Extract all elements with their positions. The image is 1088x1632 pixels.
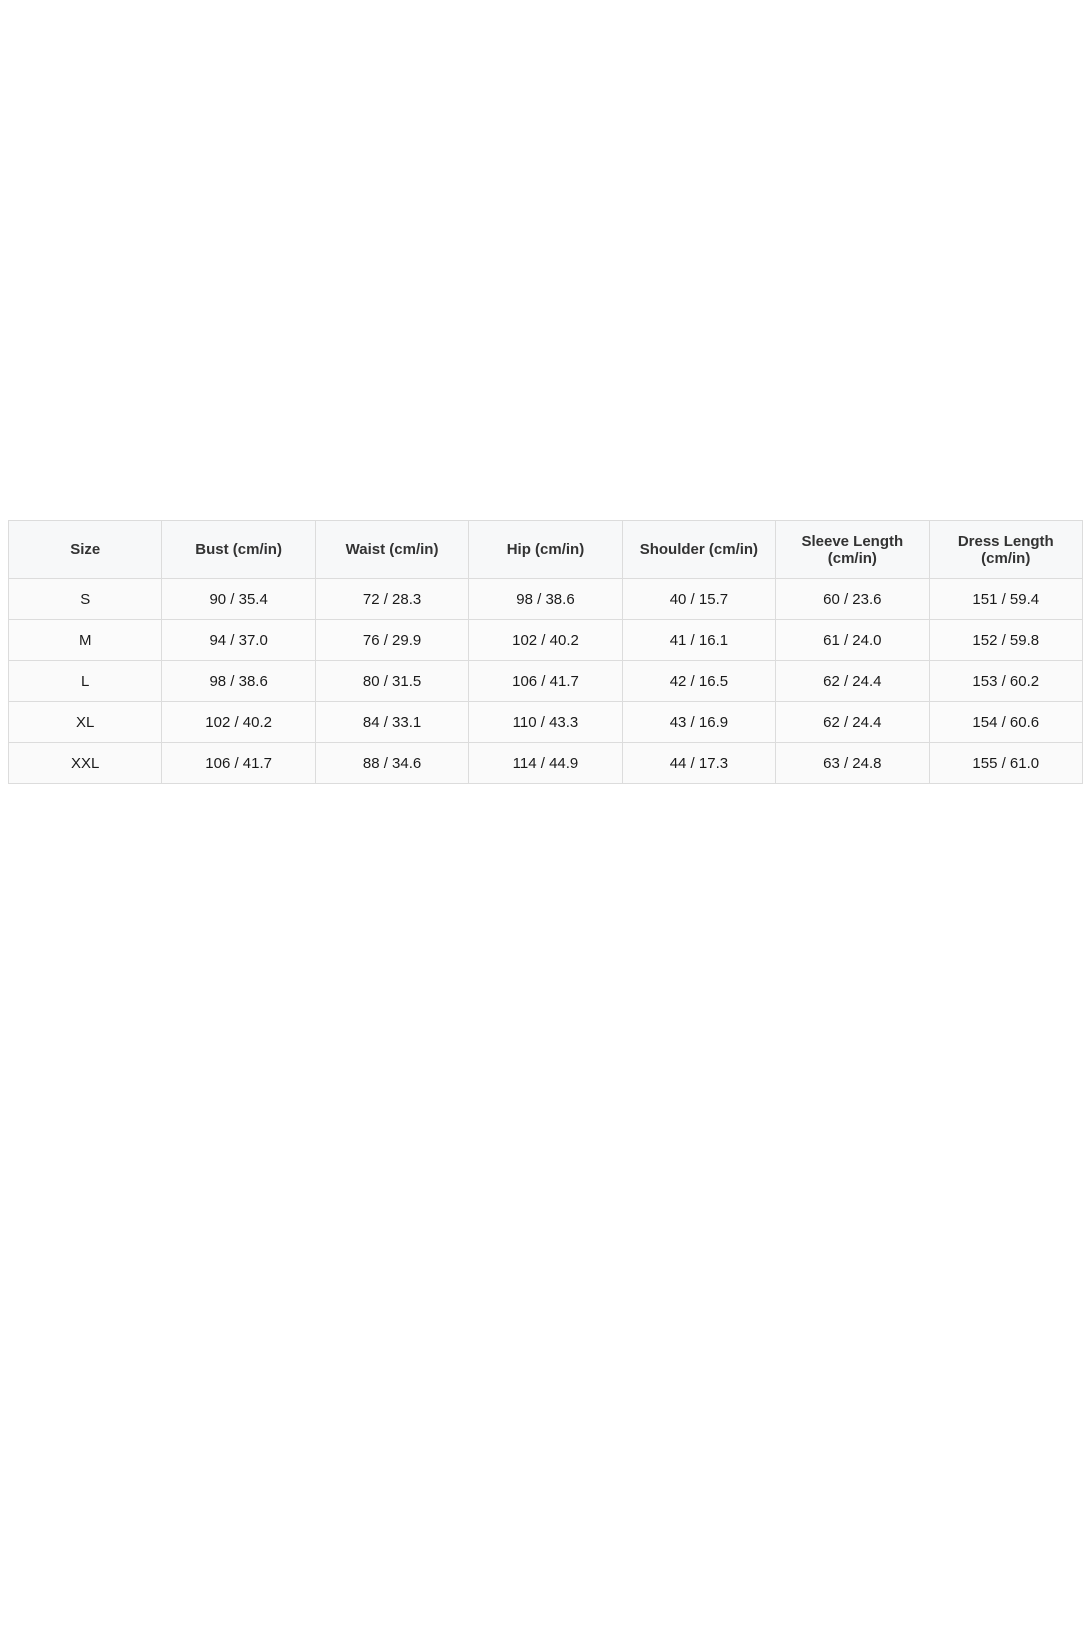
- cell-waist: 72 / 28.3: [315, 579, 468, 620]
- cell-size: L: [9, 661, 162, 702]
- cell-dress-length: 155 / 61.0: [929, 743, 1082, 784]
- cell-dress-length: 152 / 59.8: [929, 620, 1082, 661]
- header-sleeve-length: Sleeve Length (cm/in): [776, 521, 929, 579]
- header-bust: Bust (cm/in): [162, 521, 315, 579]
- table-row: [9, 743, 1083, 784]
- header-shoulder: Shoulder (cm/in): [622, 521, 775, 579]
- cell-shoulder: 42 / 16.5: [622, 661, 775, 702]
- cell-shoulder: 41 / 16.1: [622, 620, 775, 661]
- cell-waist: 76 / 29.9: [315, 620, 468, 661]
- cell-bust: 102 / 40.2: [162, 702, 315, 743]
- cell-hip: 114 / 44.9: [469, 743, 622, 784]
- cell-hip: 102 / 40.2: [469, 620, 622, 661]
- cell-dress-length: 151 / 59.4: [929, 579, 1082, 620]
- cell-shoulder: 40 / 15.7: [622, 579, 775, 620]
- header-row: [9, 521, 1083, 579]
- cell-bust: 94 / 37.0: [162, 620, 315, 661]
- cell-hip: 110 / 43.3: [469, 702, 622, 743]
- cell-size: M: [9, 620, 162, 661]
- table-row: [9, 620, 1083, 661]
- cell-size: S: [9, 579, 162, 620]
- cell-hip: 98 / 38.6: [469, 579, 622, 620]
- cell-size: XXL: [9, 743, 162, 784]
- cell-waist: 80 / 31.5: [315, 661, 468, 702]
- table-row: [9, 579, 1083, 620]
- cell-size: XL: [9, 702, 162, 743]
- cell-waist: 88 / 34.6: [315, 743, 468, 784]
- header-size: Size: [9, 521, 162, 579]
- header-dress-length: Dress Length (cm/in): [929, 521, 1082, 579]
- size-chart-table: [8, 520, 1083, 784]
- cell-sleeve-length: 63 / 24.8: [776, 743, 929, 784]
- header-hip: Hip (cm/in): [469, 521, 622, 579]
- cell-bust: 90 / 35.4: [162, 579, 315, 620]
- cell-hip: 106 / 41.7: [469, 661, 622, 702]
- cell-bust: 98 / 38.6: [162, 661, 315, 702]
- cell-dress-length: 154 / 60.6: [929, 702, 1082, 743]
- header-waist: Waist (cm/in): [315, 521, 468, 579]
- cell-shoulder: 43 / 16.9: [622, 702, 775, 743]
- cell-sleeve-length: 62 / 24.4: [776, 661, 929, 702]
- cell-shoulder: 44 / 17.3: [622, 743, 775, 784]
- size-chart: [8, 520, 1083, 784]
- cell-waist: 84 / 33.1: [315, 702, 468, 743]
- table-row: [9, 702, 1083, 743]
- cell-bust: 106 / 41.7: [162, 743, 315, 784]
- cell-sleeve-length: 60 / 23.6: [776, 579, 929, 620]
- cell-sleeve-length: 62 / 24.4: [776, 702, 929, 743]
- cell-sleeve-length: 61 / 24.0: [776, 620, 929, 661]
- table-row: [9, 661, 1083, 702]
- cell-dress-length: 153 / 60.2: [929, 661, 1082, 702]
